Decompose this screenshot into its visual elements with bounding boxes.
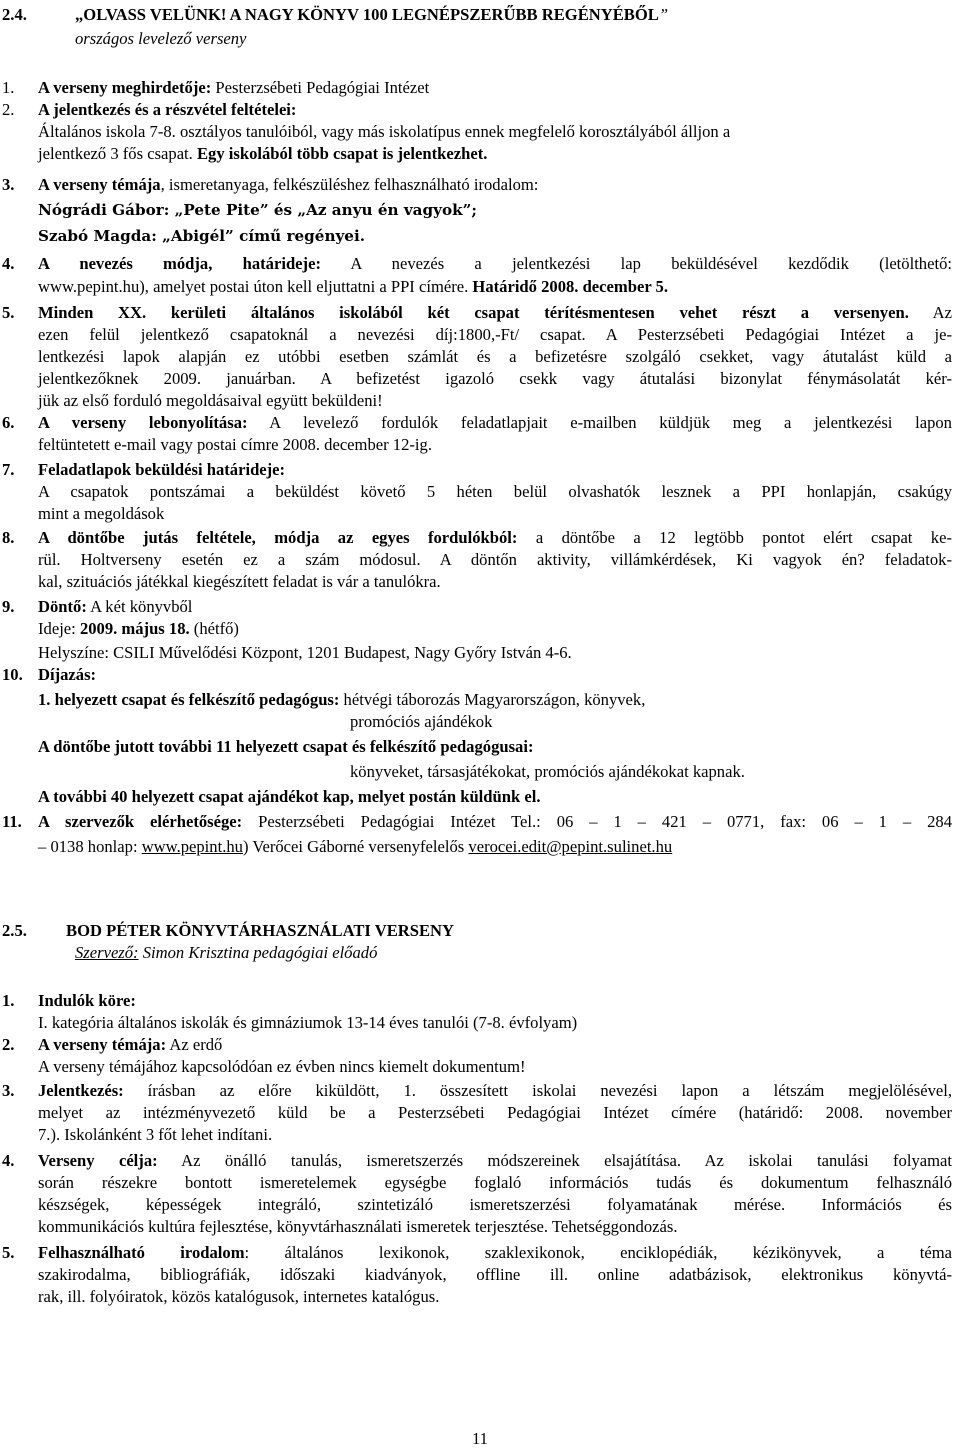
- item-number: 7.: [2, 460, 15, 479]
- item-text: A befizetést igazoló csekk vagy átutalási bizonylat fénymásolatát kér-: [295, 369, 952, 388]
- item-label: Jelentkezés:: [38, 1081, 124, 1100]
- item-text: Az önálló tanulás, ismeretszerzés módszereinek elsajátítása. Az iskolai tanulási folyamat: [157, 1151, 952, 1170]
- organizer-name: Simon Krisztina pedagógiai előadó: [138, 943, 378, 962]
- item-text-line: [38, 276, 960, 297]
- section-subtitle: országos levelező verseny: [75, 29, 247, 48]
- prize-text: hétvégi táborozás Magyarországon, könyvek,: [339, 690, 646, 709]
- item-text-line: [38, 368, 952, 389]
- item-number: 4.: [2, 1151, 15, 1170]
- item-text: I. kategória általános iskolák és gimnáziumok 13-14 éves tanulói (7-8. évfolyam): [38, 1013, 578, 1032]
- item-text: Az erdő: [166, 1035, 223, 1054]
- item-text: Ideje:: [38, 619, 80, 638]
- item-number: 2.: [2, 1035, 15, 1054]
- item-text: rak, ill. folyóiratok, közös katalógusok, internetes katalógus.: [38, 1287, 440, 1306]
- deadline-text: Határidő 2008. december 5.: [472, 277, 668, 296]
- final-date-line: [38, 618, 960, 639]
- page-number: 11: [472, 1429, 488, 1448]
- website-link[interactable]: www.pepint.hu: [141, 837, 243, 856]
- website-link[interactable]: www.pepint.hu: [38, 277, 140, 296]
- item-text: A nevezés a jelentkezési lap beküldésével kezdődik (letölthető:: [320, 254, 952, 273]
- item-text: a döntőbe a 12 legtöbb pontot elért csapat ke-: [517, 528, 952, 547]
- item-text: A két könyvből: [86, 597, 193, 616]
- item-text: ), amelyet postai úton kell eljuttatni a PPI címére.: [139, 277, 473, 296]
- item-label: A verseny témája:: [38, 1035, 167, 1054]
- item-text: (hétfő): [189, 619, 239, 638]
- prize-label: A további 40 helyezett csapat ajándékot kap, melyet postán küldünk el.: [38, 787, 541, 806]
- section-title: BOD PÉTER KÖNYVTÁRHASZNÁLATI VERSENY: [66, 921, 455, 940]
- section-number: 2.4.: [2, 5, 27, 24]
- item-emphasis: Egy iskolából több csapat is jelentkezhet.: [192, 144, 488, 163]
- item-label: A verseny meghirdetője:: [38, 78, 212, 97]
- prize-line: [38, 689, 960, 710]
- item-label: A döntőbe jutás feltétele, módja az egyes fordulókból:: [38, 528, 518, 547]
- item-number: 8.: [2, 528, 15, 547]
- section-title: „OLVASS VELÜNK! A NAGY KÖNYV 100 LEGNÉPSZERŰBB REGÉNYÉBŐL: [75, 5, 659, 24]
- organizer-line: [75, 942, 960, 963]
- item-label: Díjazás:: [38, 665, 97, 684]
- prize-label: 1. helyezett csapat és felkészítő pedagógus:: [38, 690, 340, 709]
- item-text: kal, szituációs játékkal kiegészített feladat is vár a tanulókra.: [38, 572, 441, 591]
- item-number: 5.: [2, 1243, 15, 1262]
- item-number: 9.: [2, 597, 15, 616]
- item-label: Verseny célja:: [38, 1151, 158, 1170]
- item-label: Felhasználható irodalom: [38, 1243, 245, 1262]
- item-label: Feladatlapok beküldési határideje:: [38, 460, 286, 479]
- item-text: A verseny témájához kapcsolódóan ez évben nincs kiemelt dokumentum!: [38, 1057, 526, 1076]
- item-label: A verseny témája: [38, 175, 161, 194]
- item-text: melyet az intézményvezető küld be a Pesterzsébeti Pedagógiai Intézet címére (határidő: 2008. november: [38, 1103, 952, 1122]
- email-link[interactable]: verocei.edit@pepint.sulinet.hu: [468, 837, 673, 856]
- book-list-line: Szabó Magda: „Abigél” című regényei.: [38, 227, 366, 245]
- item-text: szakirodalma, bibliográfiák, időszaki kiadványok, offline ill. online adatbázisok, elektronikus könyvtá-: [38, 1265, 952, 1284]
- item-text: jelentkezőknek 2009. januárban.: [38, 369, 296, 388]
- item-text: mint a megoldások: [38, 504, 165, 523]
- item-text: , ismeretanyaga, felkészüléshez felhasználható irodalom:: [160, 175, 539, 194]
- item-label: A nevezés módja, határideje:: [38, 254, 321, 273]
- item-text: feltüntetett e-mail vagy postai címre 2008. december 12-ig.: [38, 435, 432, 454]
- item-text: Az: [908, 303, 952, 322]
- item-label: Döntő:: [38, 597, 87, 616]
- item-text: rül. Holtverseny esetén ez a szám módosul. A döntőn aktivity, villámkérdések, Ki vagyok én? feladatok-: [38, 550, 952, 569]
- item-label: A verseny lebonyolítása:: [38, 413, 248, 432]
- item-text: kommunikációs kultúra fejlesztése, könyvtárhasználati ismeretek terjesztése. Tehetséggondozás.: [38, 1217, 678, 1236]
- item-number: 5.: [2, 303, 15, 322]
- item-text: Általános iskola 7-8. osztályos tanulóiból, vagy más iskolatípus ennek megfelelő korosztályából álljon a: [38, 122, 731, 141]
- item-text: A levelező fordulók feladatlapjait e-mailben küldjük meg a jelentkezési lapon: [247, 413, 952, 432]
- item-text: írásban az előre kiküldött, 1. összesített iskolai nevezési lapon a létszám megjelölésével,: [123, 1081, 952, 1100]
- contact-line: [38, 836, 960, 857]
- item-text: jük az első forduló megoldásaival együtt beküldeni!: [38, 391, 383, 410]
- item-text: ) Verőcei Gáborné versenyfelelős: [242, 837, 469, 856]
- item-emphasis: kerületi általános iskolából két csapat térítésmentesen vehet részt a versenyen.: [146, 303, 909, 322]
- item-text: készségek, képességek integráló, szintetizáló ismeretszerzési folyamatának mérése. Információs és: [38, 1195, 952, 1214]
- item-number: 1.: [2, 991, 15, 1010]
- item-label: A szervezők elérhetősége:: [38, 812, 243, 831]
- item-label: Indulók köre:: [38, 991, 136, 1010]
- item-number: 3.: [2, 1081, 15, 1100]
- item-number: 11.: [2, 812, 22, 831]
- closing-quote: ”: [658, 5, 669, 24]
- item-text: ezen felül jelentkező csapatoknál a nevezési díj:1800,-Ft/ csapat.: [38, 325, 586, 344]
- item-text: A Pesterzsébeti Pedagógiai Intézet a je-: [585, 325, 952, 344]
- item-number: 2.: [2, 100, 15, 119]
- item-number: 6.: [2, 413, 15, 432]
- item-text: során részekre bontott ismeretelemek egységbe foglaló információs tudás és dokumentum felhasználó: [38, 1173, 952, 1192]
- prize-text: könyveket, társasjátékokat, promóciós ajándékokat kapnak.: [350, 762, 745, 781]
- item-text: lentkezési lapok alapján ez utóbbi esetben számlát és a befizetésre szolgáló csekket, vagy átutalást küld a: [38, 347, 952, 366]
- item-text: – 0138 honlap:: [38, 837, 142, 856]
- item-text: jelentkező 3 fős csapat.: [38, 144, 193, 163]
- book-list-line: Nógrádi Gábor: „Pete Pite” és „Az anyu én vagyok”;: [38, 201, 477, 219]
- prize-label: A döntőbe jutott további 11 helyezett csapat és felkészítő pedagógusai:: [38, 737, 534, 756]
- item-label: Minden XX.: [38, 303, 147, 322]
- prize-text: promóciós ajándékok: [350, 712, 493, 731]
- item-number: 10.: [2, 665, 23, 684]
- item-text-line: [38, 143, 960, 164]
- item-text: Pesterzsébeti Pedagógiai Intézet Tel.: 06 – 1 – 421 – 0771, fax: 06 – 1 – 284: [242, 812, 953, 831]
- item-number: 3.: [2, 175, 15, 194]
- section-number: 2.5.: [2, 921, 27, 940]
- item-text: 7.). Iskolánként 3 főt lehet indítani.: [38, 1125, 273, 1144]
- item-text: : általános lexikonok, szaklexikonok, enciklopédiák, kézikönyvek, a téma: [244, 1243, 952, 1262]
- item-text: A csapatok pontszámai a beküldést követő 5 héten belül olvashatók lesznek a PPI honlapján, csakúgy: [38, 482, 952, 501]
- organizer-label: Szervező:: [75, 943, 139, 962]
- item-text: Pesterzsébeti Pedagógiai Intézet: [211, 78, 430, 97]
- item-number: 1.: [2, 78, 15, 97]
- item-text-line: [38, 324, 952, 345]
- item-number: 4.: [2, 254, 15, 273]
- final-date: 2009. május 18.: [79, 619, 190, 638]
- item-label: A jelentkezés és a részvétel feltételei:: [38, 100, 297, 119]
- final-venue: Helyszíne: CSILI Művelődési Központ, 1201 Budapest, Nagy Győry István 4-6.: [38, 643, 572, 662]
